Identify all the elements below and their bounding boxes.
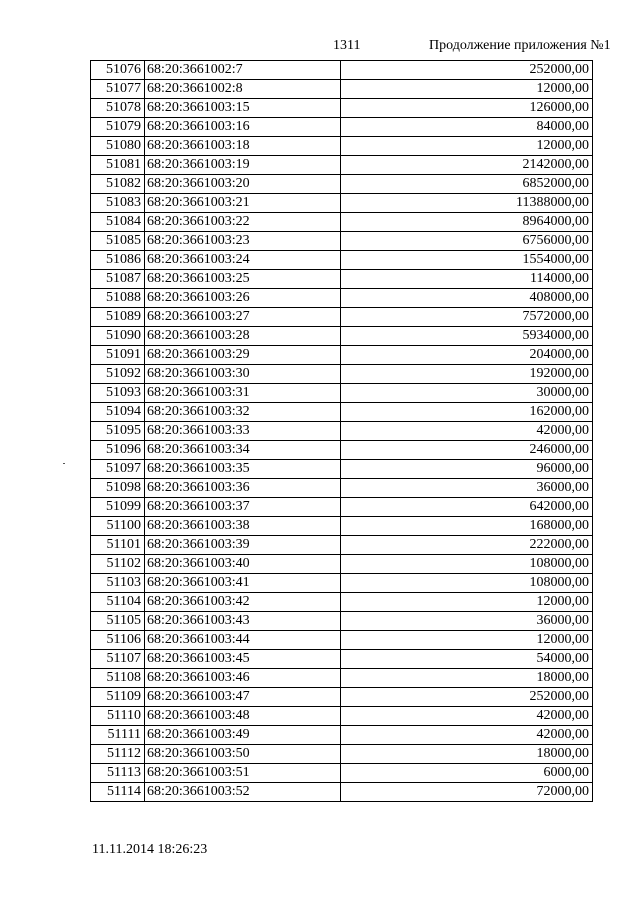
row-number: 51087: [91, 270, 145, 289]
table-row: [91, 80, 593, 99]
table-row: [91, 251, 593, 270]
cadastral-number: 68:20:3661003:48: [145, 707, 341, 726]
cadastral-number: 68:20:3661003:24: [145, 251, 341, 270]
cadastral-number: 68:20:3661003:42: [145, 593, 341, 612]
row-number: 51098: [91, 479, 145, 498]
row-number: 51076: [91, 61, 145, 80]
table-row: [91, 669, 593, 688]
row-number: 51088: [91, 289, 145, 308]
table-row: [91, 232, 593, 251]
page-number: 1311: [333, 38, 361, 53]
cadastral-value: 6000,00: [341, 764, 593, 783]
row-number: 51081: [91, 156, 145, 175]
row-number: 51112: [91, 745, 145, 764]
table-row: [91, 631, 593, 650]
cadastral-number: 68:20:3661003:49: [145, 726, 341, 745]
stray-mark: [63, 463, 65, 464]
row-number: 51096: [91, 441, 145, 460]
cadastral-number: 68:20:3661003:16: [145, 118, 341, 137]
cadastral-number: 68:20:3661003:28: [145, 327, 341, 346]
cadastral-number: 68:20:3661003:29: [145, 346, 341, 365]
row-number: 51089: [91, 308, 145, 327]
cadastral-value: 2142000,00: [341, 156, 593, 175]
cadastral-number: 68:20:3661003:31: [145, 384, 341, 403]
row-number: 51108: [91, 669, 145, 688]
cadastral-value: 18000,00: [341, 745, 593, 764]
cadastral-value: 6852000,00: [341, 175, 593, 194]
row-number: 51079: [91, 118, 145, 137]
cadastral-value: 114000,00: [341, 270, 593, 289]
registry-table-body: [91, 61, 593, 802]
cadastral-number: 68:20:3661003:39: [145, 536, 341, 555]
cadastral-number: 68:20:3661003:36: [145, 479, 341, 498]
table-row: [91, 460, 593, 479]
cadastral-value: 204000,00: [341, 346, 593, 365]
page-caption: Продолжение приложения №1: [429, 38, 611, 53]
row-number: 51111: [91, 726, 145, 745]
row-number: 51099: [91, 498, 145, 517]
cadastral-number: 68:20:3661003:27: [145, 308, 341, 327]
cadastral-value: 6756000,00: [341, 232, 593, 251]
cadastral-value: 12000,00: [341, 593, 593, 612]
cadastral-number: 68:20:3661003:41: [145, 574, 341, 593]
table-row: [91, 783, 593, 802]
cadastral-value: 12000,00: [341, 80, 593, 99]
cadastral-number: 68:20:3661003:45: [145, 650, 341, 669]
table-row: [91, 574, 593, 593]
table-row: [91, 422, 593, 441]
table-row: [91, 270, 593, 289]
cadastral-value: 408000,00: [341, 289, 593, 308]
cadastral-value: 84000,00: [341, 118, 593, 137]
cadastral-number: 68:20:3661003:32: [145, 403, 341, 422]
cadastral-value: 108000,00: [341, 555, 593, 574]
cadastral-number: 68:20:3661003:20: [145, 175, 341, 194]
row-number: 51104: [91, 593, 145, 612]
cadastral-number: 68:20:3661003:37: [145, 498, 341, 517]
cadastral-value: 12000,00: [341, 137, 593, 156]
cadastral-value: 1554000,00: [341, 251, 593, 270]
row-number: 51097: [91, 460, 145, 479]
row-number: 51077: [91, 80, 145, 99]
row-number: 51091: [91, 346, 145, 365]
cadastral-value: 162000,00: [341, 403, 593, 422]
cadastral-number: 68:20:3661003:33: [145, 422, 341, 441]
table-row: [91, 707, 593, 726]
table-row: [91, 289, 593, 308]
table-row: [91, 498, 593, 517]
cadastral-value: 30000,00: [341, 384, 593, 403]
table-row: [91, 156, 593, 175]
row-number: 51105: [91, 612, 145, 631]
cadastral-value: 96000,00: [341, 460, 593, 479]
row-number: 51085: [91, 232, 145, 251]
cadastral-value: 18000,00: [341, 669, 593, 688]
row-number: 51092: [91, 365, 145, 384]
cadastral-number: 68:20:3661003:43: [145, 612, 341, 631]
cadastral-value: 168000,00: [341, 517, 593, 536]
table-row: [91, 308, 593, 327]
cadastral-value: 7572000,00: [341, 308, 593, 327]
table-row: [91, 479, 593, 498]
cadastral-value: 42000,00: [341, 726, 593, 745]
cadastral-number: 68:20:3661003:50: [145, 745, 341, 764]
table-row: [91, 194, 593, 213]
cadastral-number: 68:20:3661003:44: [145, 631, 341, 650]
table-row: [91, 365, 593, 384]
cadastral-value: 72000,00: [341, 783, 593, 802]
table-row: [91, 137, 593, 156]
table-row: [91, 175, 593, 194]
table-row: [91, 726, 593, 745]
cadastral-number: 68:20:3661003:52: [145, 783, 341, 802]
table-row: [91, 688, 593, 707]
print-timestamp: 11.11.2014 18:26:23: [92, 842, 208, 857]
cadastral-number: 68:20:3661003:40: [145, 555, 341, 574]
row-number: 51080: [91, 137, 145, 156]
cadastral-value: 126000,00: [341, 99, 593, 118]
table-row: [91, 650, 593, 669]
row-number: 51084: [91, 213, 145, 232]
table-row: [91, 745, 593, 764]
cadastral-number: 68:20:3661003:19: [145, 156, 341, 175]
cadastral-number: 68:20:3661003:46: [145, 669, 341, 688]
cadastral-value: 192000,00: [341, 365, 593, 384]
row-number: 51107: [91, 650, 145, 669]
cadastral-value: 252000,00: [341, 688, 593, 707]
row-number: 51090: [91, 327, 145, 346]
cadastral-number: 68:20:3661003:47: [145, 688, 341, 707]
cadastral-value: 54000,00: [341, 650, 593, 669]
row-number: 51114: [91, 783, 145, 802]
row-number: 51110: [91, 707, 145, 726]
table-row: [91, 213, 593, 232]
table-row: [91, 555, 593, 574]
row-number: 51113: [91, 764, 145, 783]
cadastral-value: 12000,00: [341, 631, 593, 650]
cadastral-value: 5934000,00: [341, 327, 593, 346]
registry-table: [90, 60, 593, 802]
table-row: [91, 764, 593, 783]
cadastral-number: 68:20:3661003:25: [145, 270, 341, 289]
cadastral-value: 42000,00: [341, 422, 593, 441]
cadastral-number: 68:20:3661003:35: [145, 460, 341, 479]
cadastral-number: 68:20:3661003:21: [145, 194, 341, 213]
table-row: [91, 517, 593, 536]
table-row: [91, 327, 593, 346]
row-number: 51106: [91, 631, 145, 650]
cadastral-number: 68:20:3661003:51: [145, 764, 341, 783]
row-number: 51101: [91, 536, 145, 555]
cadastral-value: 8964000,00: [341, 213, 593, 232]
table-row: [91, 99, 593, 118]
cadastral-value: 108000,00: [341, 574, 593, 593]
cadastral-number: 68:20:3661003:22: [145, 213, 341, 232]
row-number: 51086: [91, 251, 145, 270]
table-row: [91, 346, 593, 365]
table-row: [91, 441, 593, 460]
cadastral-number: 68:20:3661003:38: [145, 517, 341, 536]
row-number: 51103: [91, 574, 145, 593]
cadastral-number: 68:20:3661002:7: [145, 61, 341, 80]
cadastral-value: 36000,00: [341, 612, 593, 631]
table-row: [91, 612, 593, 631]
row-number: 51094: [91, 403, 145, 422]
cadastral-value: 246000,00: [341, 441, 593, 460]
cadastral-number: 68:20:3661003:34: [145, 441, 341, 460]
table-row: [91, 403, 593, 422]
row-number: 51102: [91, 555, 145, 574]
row-number: 51095: [91, 422, 145, 441]
table-row: [91, 593, 593, 612]
cadastral-value: 11388000,00: [341, 194, 593, 213]
cadastral-number: 68:20:3661002:8: [145, 80, 341, 99]
cadastral-value: 222000,00: [341, 536, 593, 555]
cadastral-value: 42000,00: [341, 707, 593, 726]
table-row: [91, 118, 593, 137]
row-number: 51093: [91, 384, 145, 403]
row-number: 51082: [91, 175, 145, 194]
cadastral-number: 68:20:3661003:30: [145, 365, 341, 384]
cadastral-number: 68:20:3661003:18: [145, 137, 341, 156]
cadastral-number: 68:20:3661003:23: [145, 232, 341, 251]
cadastral-value: 36000,00: [341, 479, 593, 498]
cadastral-value: 642000,00: [341, 498, 593, 517]
cadastral-value: 252000,00: [341, 61, 593, 80]
row-number: 51109: [91, 688, 145, 707]
row-number: 51078: [91, 99, 145, 118]
row-number: 51083: [91, 194, 145, 213]
table-row: [91, 536, 593, 555]
cadastral-number: 68:20:3661003:15: [145, 99, 341, 118]
cadastral-number: 68:20:3661003:26: [145, 289, 341, 308]
table-row: [91, 384, 593, 403]
table-row: [91, 61, 593, 80]
row-number: 51100: [91, 517, 145, 536]
